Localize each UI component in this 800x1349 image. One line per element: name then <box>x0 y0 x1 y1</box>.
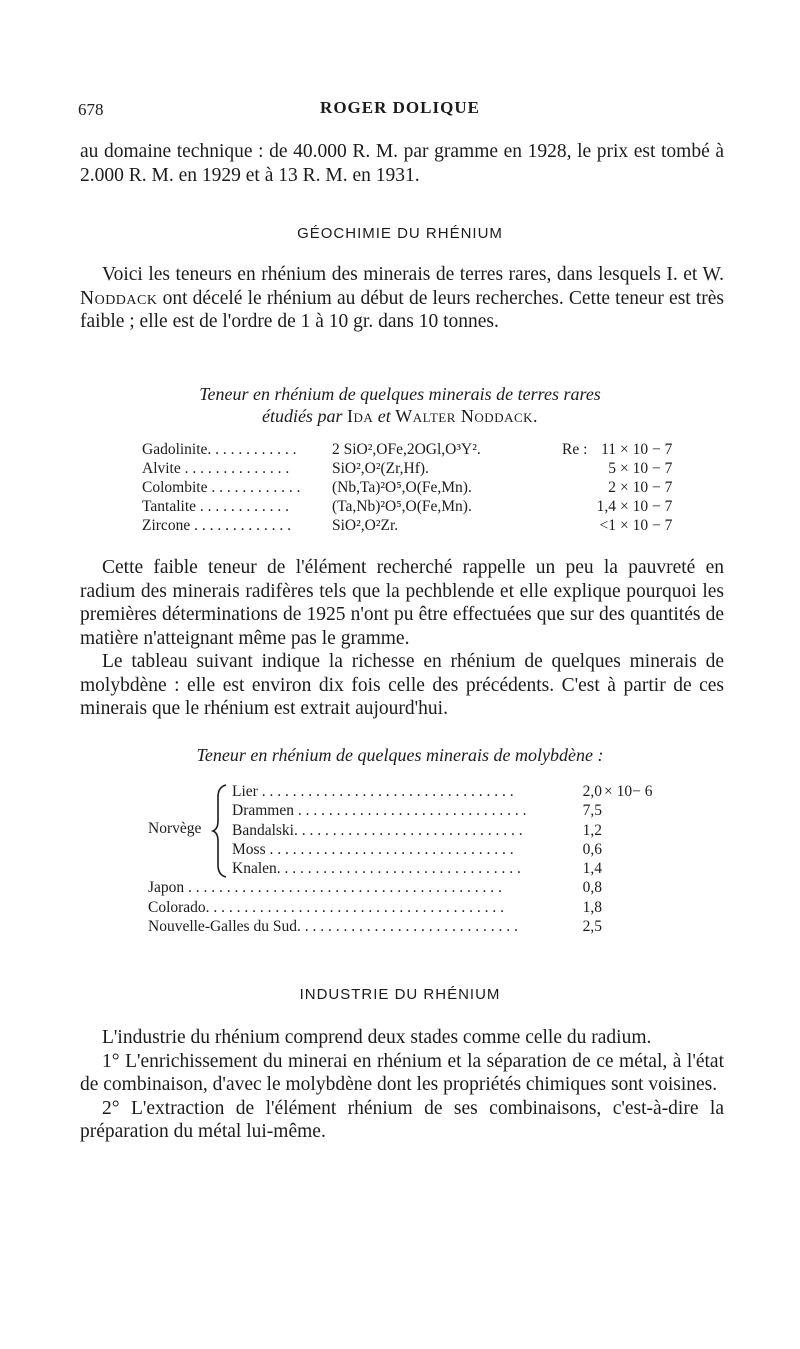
re-value: 2,5 <box>582 918 602 936</box>
re-label: Re : <box>562 441 588 458</box>
paragraph-industrie-intro: L'industrie du rhénium comprend deux stades comme celle du radium. <box>102 1027 652 1048</box>
re-multiplier: × 10 − 7 <box>620 479 673 496</box>
caption-name-walter-noddack: Walter Noddack. <box>395 406 539 426</box>
table-row <box>142 498 682 517</box>
re-value: 1,4 <box>596 498 616 515</box>
locality-name: Japon . . . . . . . . . . . . . . . . . . . . . . . . . . . . . . . . . . . . . . . . . <box>148 879 502 897</box>
running-title: ROGER DOLIQUE <box>320 98 480 117</box>
table-row <box>148 841 688 860</box>
section-title-industrie: INDUSTRIE DU RHÉNIUM <box>299 986 501 1003</box>
table-row <box>142 479 682 498</box>
paragraph-text-after: ont décelé le rhénium au début de leurs recherches. Cette teneur est très faible ; elle est de l'ordre de 1 à 10 gr. dans 10 tonnes. <box>80 287 724 332</box>
table-row <box>148 860 688 879</box>
mineral-name: Tantalite . . . . . . . . . . . . <box>142 498 290 515</box>
re-value: 5 <box>608 460 616 477</box>
mineral-formula: (Nb,Ta)²O⁵,O(Fe,Mn). <box>332 479 472 496</box>
re-value: 2,0 <box>582 783 602 800</box>
page-number: 678 <box>78 100 104 119</box>
re-value: 2 <box>608 479 616 496</box>
re-value: 1,2 <box>582 821 602 839</box>
mineral-formula: SiO²,O²Zr. <box>332 517 399 534</box>
table-row <box>142 441 682 460</box>
paragraph-molybdene: Le tableau suivant indique la richesse en rhénium de quelques minerais de molybdène : elle est environ dix fois celle des précédents. C'est à partir de ces minerais que le rhénium est extrait aujourd'hui. <box>80 651 724 719</box>
locality-name: Colorado. . . . . . . . . . . . . . . . . . . . . . . . . . . . . . . . . . . . . . . <box>148 898 505 916</box>
table-row <box>148 822 688 841</box>
page-header <box>0 98 800 124</box>
industrie-paragraphs <box>80 1026 724 1144</box>
mineral-name: Zircone . . . . . . . . . . . . . <box>142 517 291 534</box>
caption-et: et <box>373 406 396 426</box>
rare-earth-minerals-table <box>142 441 682 536</box>
re-value: 7,5 <box>582 802 602 820</box>
paragraph-extraction: 2° L'extraction de l'élément rhénium de ses combinaisons, c'est-à-dire la préparation du métal lui-même. <box>80 1097 724 1142</box>
intro-text: au domaine technique : de 40.000 R. M. par gramme en 1928, le prix est tombé à 2.000 R. M. en 1929 et à 13 R. M. en 1931. <box>80 141 724 186</box>
re-value: 11 <box>601 441 616 458</box>
locality-name: Knalen. . . . . . . . . . . . . . . . . . . . . . . . . . . . . . . . <box>232 860 521 878</box>
locality-name: Nouvelle-Galles du Sud. . . . . . . . . . . . . . . . . . . . . . . . . . . . . <box>148 918 518 936</box>
re-value: <1 <box>599 517 616 534</box>
paragraph-enrichissement: 1° L'enrichissement du minerai en rhénium et la séparation de ce métal, à l'état de combinaison, d'avec le molybdène dont les propriétés chimiques sont voisines. <box>80 1050 724 1095</box>
table1-caption-line2: étudiés par <box>261 406 347 426</box>
table-row <box>142 517 682 536</box>
locality-name: Bandalski. . . . . . . . . . . . . . . . . . . . . . . . . . . . . . <box>232 821 523 839</box>
table-row <box>148 879 688 898</box>
paragraph-text-before: Voici les teneurs en rhénium des minerais de terres rares, dans lesquels I. et W. <box>102 264 724 285</box>
mineral-name: Gadolinite. . . . . . . . . . . . <box>142 441 297 458</box>
re-multiplier: × 10 − 7 <box>620 441 673 458</box>
re-value: 1,8 <box>582 898 602 916</box>
table2-caption: Teneur en rhénium de quelques minerais de molybdène : <box>196 745 604 765</box>
re-value: 1,4 <box>582 860 602 878</box>
table-row <box>148 918 688 937</box>
locality-name: Lier . . . . . . . . . . . . . . . . . . . . . . . . . . . . . . . . . <box>232 783 514 800</box>
re-value: 0,8 <box>582 879 602 897</box>
re-multiplier: × 10− 6 <box>604 783 653 800</box>
group-label-norvege: Norvège <box>148 820 202 837</box>
pauvrete-paragraphs <box>80 556 724 721</box>
table1-caption-line1: Teneur en rhénium de quelques minerais de terres rares <box>199 384 601 404</box>
table-row <box>142 460 682 479</box>
paragraph-pauvrete: Cette faible teneur de l'élément recherché rappelle un peu la pauvreté en radium des minerais radifères tels que la pechblende et elle explique pourquoi les premières déterminations de 1925 n'ont pu être effectuées que sur des quantités de matière n'atteignant même pas le gramme. <box>80 557 724 649</box>
mineral-name: Alvite . . . . . . . . . . . . . . <box>142 460 290 477</box>
author-name-noddack: Noddack <box>80 287 158 309</box>
caption-name-ida: Ida <box>346 406 374 426</box>
re-multiplier: × 10 − 7 <box>620 460 673 477</box>
geochimie-paragraph <box>80 263 724 334</box>
table1-caption <box>0 383 800 427</box>
locality-name: Moss . . . . . . . . . . . . . . . . . . . . . . . . . . . . . . . . <box>232 840 514 858</box>
re-multiplier: × 10 − 7 <box>620 517 673 534</box>
mineral-formula: (Ta,Nb)²O⁵,O(Fe,Mn). <box>332 498 472 515</box>
re-multiplier: × 10 − 7 <box>620 498 673 515</box>
section-title-geochimie: GÉOCHIMIE DU RHÉNIUM <box>297 225 503 242</box>
table-row <box>148 802 688 821</box>
re-value: 0,6 <box>582 840 602 858</box>
mineral-formula: 2 SiO²,OFe,2OGl,O³Y². <box>332 441 481 458</box>
table-row <box>148 899 688 918</box>
intro-paragraph <box>80 140 724 187</box>
molybdenum-minerals-table <box>148 783 688 937</box>
locality-name: Drammen . . . . . . . . . . . . . . . . . . . . . . . . . . . . . . <box>232 802 527 820</box>
mineral-name: Colombite . . . . . . . . . . . . <box>142 479 301 496</box>
table-row <box>148 783 688 802</box>
mineral-formula: SiO²,O²(Zr,Hf). <box>332 460 429 477</box>
